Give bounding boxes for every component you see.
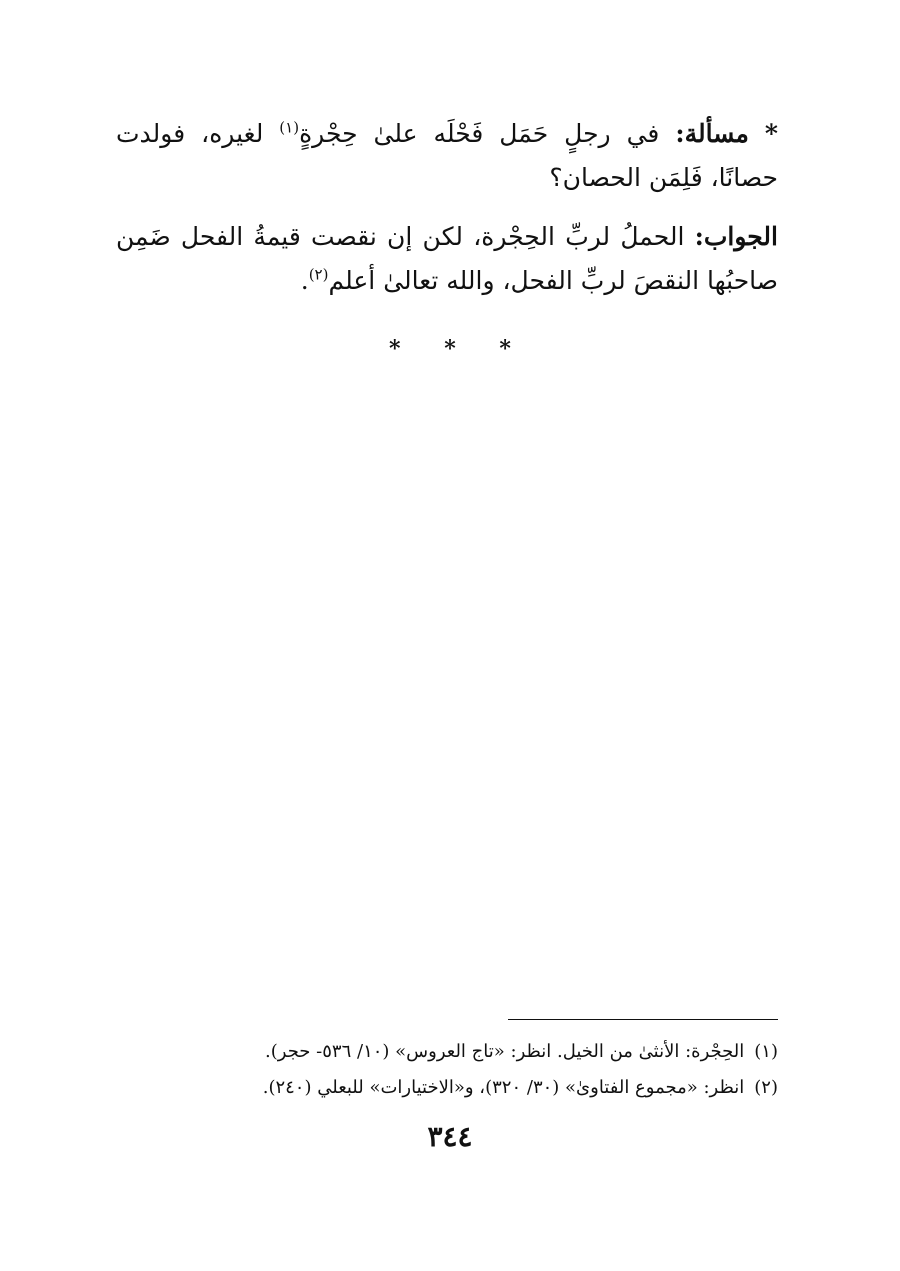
footnote-2-number: (٢) [754,1077,778,1098]
separator-star-2: * [444,336,456,362]
footnote-divider [508,1019,778,1020]
section-separator [0,336,900,362]
answer-paragraph [116,215,778,303]
page-number: ٣٤٤ [427,1120,473,1153]
answer-label: الجواب: [694,222,778,251]
footnote-ref-2[interactable]: (٢) [308,265,329,284]
separator-star-1: * [389,336,401,362]
footnote-ref-1[interactable]: (١) [279,118,300,137]
footnote-1-number: (١) [754,1041,778,1062]
footnote-2-text: انظر: «مجموع الفتاوىٰ» (٣٠/ ٣٢٠)، و«الاختيارات» للبعلي (٢٤٠). [262,1077,745,1098]
question-paragraph [116,112,778,200]
question-text-end: لغيره، فولدت حصانًا، فَلِمَن الحصان؟ [116,119,778,192]
answer-end: . [300,266,309,295]
question-star: * [764,119,778,148]
footnotes-section [116,1034,778,1106]
footnote-2 [116,1070,778,1106]
answer-text: الحملُ لربِّ الحِجْرة، لكن إن نقصت قيمةُ الفحل ضَمِن صاحبُها النقصَ لربِّ الفحل، والله تعالىٰ أعلم [116,222,778,295]
separator-star-3: * [499,336,511,362]
footnote-1 [116,1034,778,1070]
footnote-1-text: الحِجْرة: الأنثىٰ من الخيل. انظر: «تاج العروس» (١٠/ ٥٣٦- حجر). [265,1041,745,1062]
question-label: مسألة: [675,119,749,148]
question-text-start: في رجلٍ حَمَل فَحْلَه علىٰ حِجْرةٍ [299,119,660,148]
